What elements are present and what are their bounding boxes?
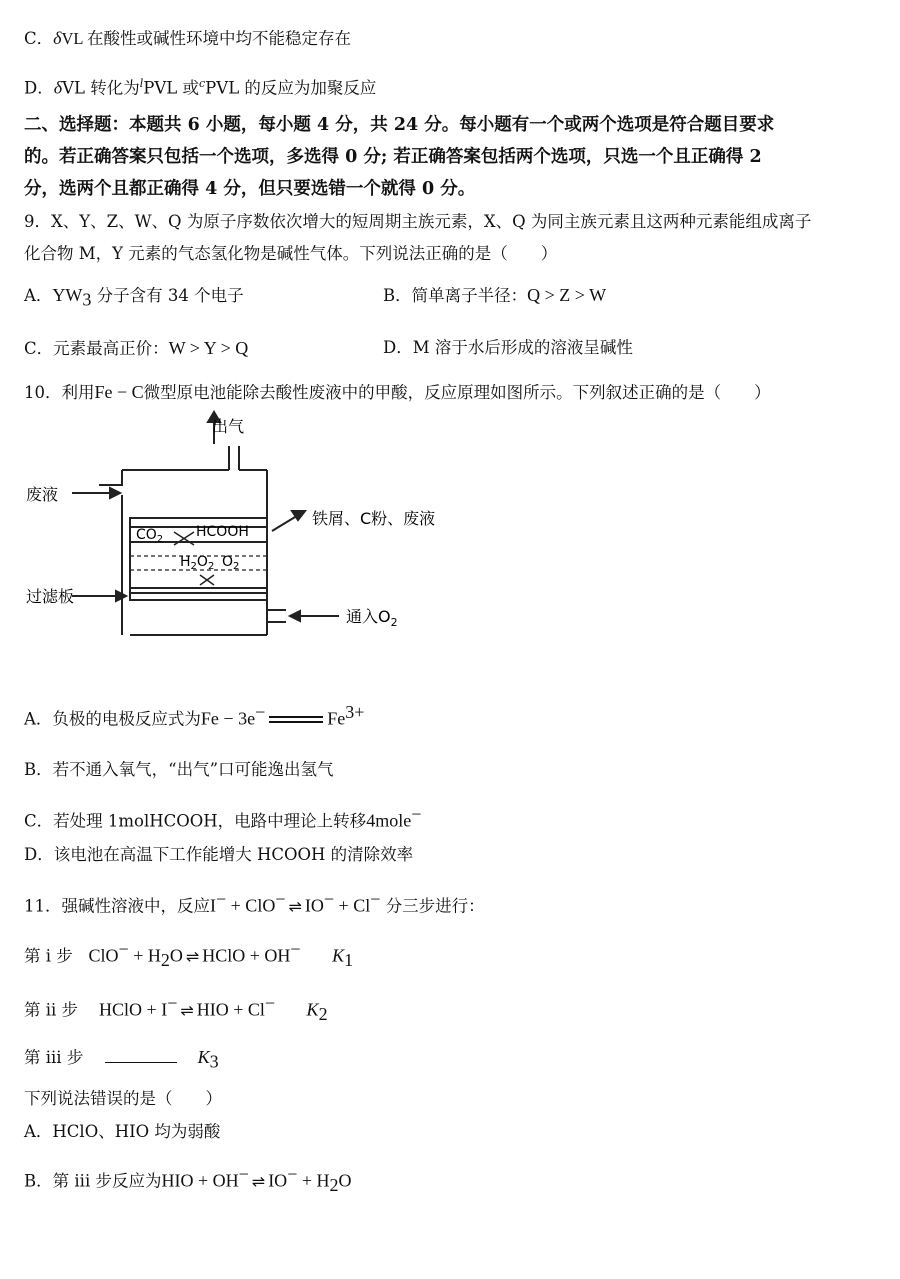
superscript: − [411, 804, 422, 824]
co2-label: $CO_2$ [136, 527, 164, 545]
formula: + Cl [334, 895, 371, 916]
q11-step-3 [24, 1045, 219, 1073]
q10-option-b [24, 758, 334, 782]
option-text: VL 在酸性或碱性环境中均不能稳定存在 [61, 29, 352, 48]
formula: Fe − C [94, 382, 144, 402]
formula: HIO + OH [161, 1170, 239, 1191]
superscript: − [255, 702, 266, 722]
option-text: 负极的电极反应式为 [52, 709, 201, 729]
equilibrium-constant: K [332, 945, 345, 966]
option-label: C． [24, 811, 54, 831]
q11-option-b [24, 1162, 352, 1197]
formula: ClO [88, 945, 119, 966]
formula: YW [52, 285, 83, 305]
o2-label: $O_2$ [222, 554, 240, 572]
option-text: HClO、HIO 均为弱酸 [52, 1122, 221, 1141]
stem-text: 微型原电池能除去酸性废液中的甲酸，反应原理如图所示。下列叙述正确的是（ ） [143, 383, 771, 402]
oxygen-inlet-label: 通入$O_2$ [346, 607, 398, 629]
step-label: 第 iii 步 [24, 1048, 84, 1067]
option-label: B． [24, 1171, 53, 1191]
formula: + H [128, 945, 161, 966]
q9-stem-line-1: 9．X、Y、Z、W、Q 为原子序数依次增大的短周期主族元素，X、Q 为同主族元素且这两种元素能组成离子 [24, 212, 812, 231]
superscript: − [216, 889, 227, 909]
formula: + ClO [226, 895, 276, 916]
subscript: 1 [344, 949, 354, 970]
superscript: − [323, 889, 335, 909]
stem-text: 11．强碱性溶液中，反应 [24, 896, 210, 916]
q11-step-2 [24, 991, 328, 1026]
q10-option-d [24, 843, 413, 867]
option-text: 第 iii 步反应为 [52, 1171, 162, 1191]
q9-option-d [383, 336, 633, 360]
superscript: 3+ [345, 702, 365, 722]
iron-carbon-label: 铁屑、C粉、废液 [312, 509, 436, 528]
formula: IO [304, 895, 324, 916]
formula: IO [268, 1170, 288, 1191]
option-label: C． [24, 339, 54, 358]
q11-option-a [24, 1120, 220, 1144]
fe-c-cell-diagram [24, 410, 484, 650]
formula: W > Y > Q [168, 338, 249, 358]
option-text: PVL 的反应为加聚反应 [205, 78, 377, 98]
q11-step-1 [24, 937, 353, 972]
superscript: − [287, 1164, 298, 1184]
formula: Fe − 3e [200, 708, 256, 729]
superscript: − [167, 993, 178, 1013]
section-header-line-1: 二、选择题：本题共 6 小题，每小题 4 分，共 24 分。每小题有一个或两个选项是符合题目要求 [24, 115, 775, 135]
option-label: D． [383, 338, 413, 357]
q10-option-c [24, 802, 421, 834]
section-header-line-2: 的。若正确答案只包括一个选项，多选得 0 分; 若正确答案包括两个选项，只选一个且正确得 2 [24, 147, 762, 167]
equilibrium-arrow-icon: ⇌ [251, 1171, 266, 1191]
formula: O [169, 945, 183, 966]
option-text: 元素最高正价： [53, 339, 169, 358]
step-label: 第 ii 步 [24, 1000, 79, 1020]
superscript: − [238, 1164, 249, 1184]
q11-ask: 下列说法错误的是（ ） [24, 1089, 222, 1108]
option-label: D． [24, 78, 54, 98]
q9-option-a [24, 283, 244, 311]
superscript: − [290, 939, 301, 959]
q10-stem [24, 380, 771, 405]
q10-option-a [24, 700, 364, 732]
equilibrium-arrow-icon: ⇌ [180, 1000, 194, 1020]
q8-option-c [24, 26, 351, 51]
option-text: 若不通入氧气，“出气”口可能逸出氢气 [52, 760, 334, 779]
option-text: VL 转化为 [62, 78, 140, 98]
q11-stem [24, 887, 485, 919]
subscript: 3 [209, 1051, 219, 1072]
option-label: D． [24, 845, 54, 864]
superscript: − [118, 939, 129, 959]
superscript: − [370, 889, 381, 909]
superscript: − [264, 993, 276, 1013]
q8-option-d [24, 72, 376, 101]
equilibrium-constant: K [306, 999, 319, 1020]
equals-sign-icon [269, 715, 323, 725]
subscript: 2 [329, 1174, 339, 1195]
option-text: PVL 或 [143, 78, 199, 98]
equilibrium-constant: K [197, 1047, 210, 1067]
stem-text: 分三步进行： [380, 896, 485, 916]
formula: HIO + Cl [196, 999, 265, 1020]
waste-inlet-label: 废液 [26, 485, 59, 504]
option-text: 简单离子半径： [411, 286, 528, 305]
formula: + H [297, 1170, 330, 1191]
q9-stem-line-2: 化合物 M，Y 元素的气态氢化物是碱性气体。下列说法正确的是（ ） [24, 244, 558, 263]
q9-option-b [383, 283, 606, 308]
option-text: 该电池在高温下工作能增大 HCOOH 的清除效率 [53, 845, 414, 864]
option-label: C． [24, 29, 54, 48]
option-label: A． [24, 286, 53, 305]
option-label: A． [24, 1122, 53, 1141]
section-header-line-3: 分，选两个且都正确得 4 分，但只要选错一个就得 0 分。 [24, 179, 476, 199]
formula: HClO + OH [202, 945, 291, 966]
superscript: l [139, 77, 144, 90]
option-text: 分子含有 34 个电子 [91, 286, 244, 305]
h2o2-label: $H_2O_2$ [180, 554, 215, 572]
option-label: B． [383, 286, 412, 305]
formula: Q > Z > W [527, 285, 607, 305]
answer-blank[interactable] [105, 1046, 177, 1063]
equilibrium-arrow-icon: ⇌ [288, 896, 302, 916]
formula: O [338, 1170, 352, 1191]
subscript: 3 [82, 289, 92, 310]
outlet-label: 出气 [212, 417, 245, 436]
equilibrium-arrow-icon: ⇌ [185, 946, 200, 966]
subscript: 2 [160, 949, 170, 970]
option-text: M 溶于水后形成的溶液呈碱性 [412, 338, 633, 357]
option-label: A． [24, 709, 53, 729]
stem-text: 10．利用 [24, 383, 95, 402]
step-label: 第 i 步 [24, 946, 73, 966]
formula: I [210, 895, 216, 916]
formula: Fe [327, 708, 346, 729]
hcooh-label: HCOOH [196, 524, 249, 540]
option-label: B． [24, 760, 53, 779]
superscript: − [275, 889, 286, 909]
delta-symbol: δ [53, 28, 62, 48]
subscript: 2 [318, 1003, 328, 1024]
superscript: c [199, 77, 206, 90]
q9-option-c [24, 336, 248, 361]
formula: HClO + I [99, 999, 168, 1020]
filter-plate-label: 过滤板 [26, 587, 75, 606]
formula: 4mole [366, 810, 412, 831]
delta-symbol: δ [53, 77, 63, 98]
option-text: 若处理 1molHCOOH，电路中理论上转移 [53, 811, 367, 831]
